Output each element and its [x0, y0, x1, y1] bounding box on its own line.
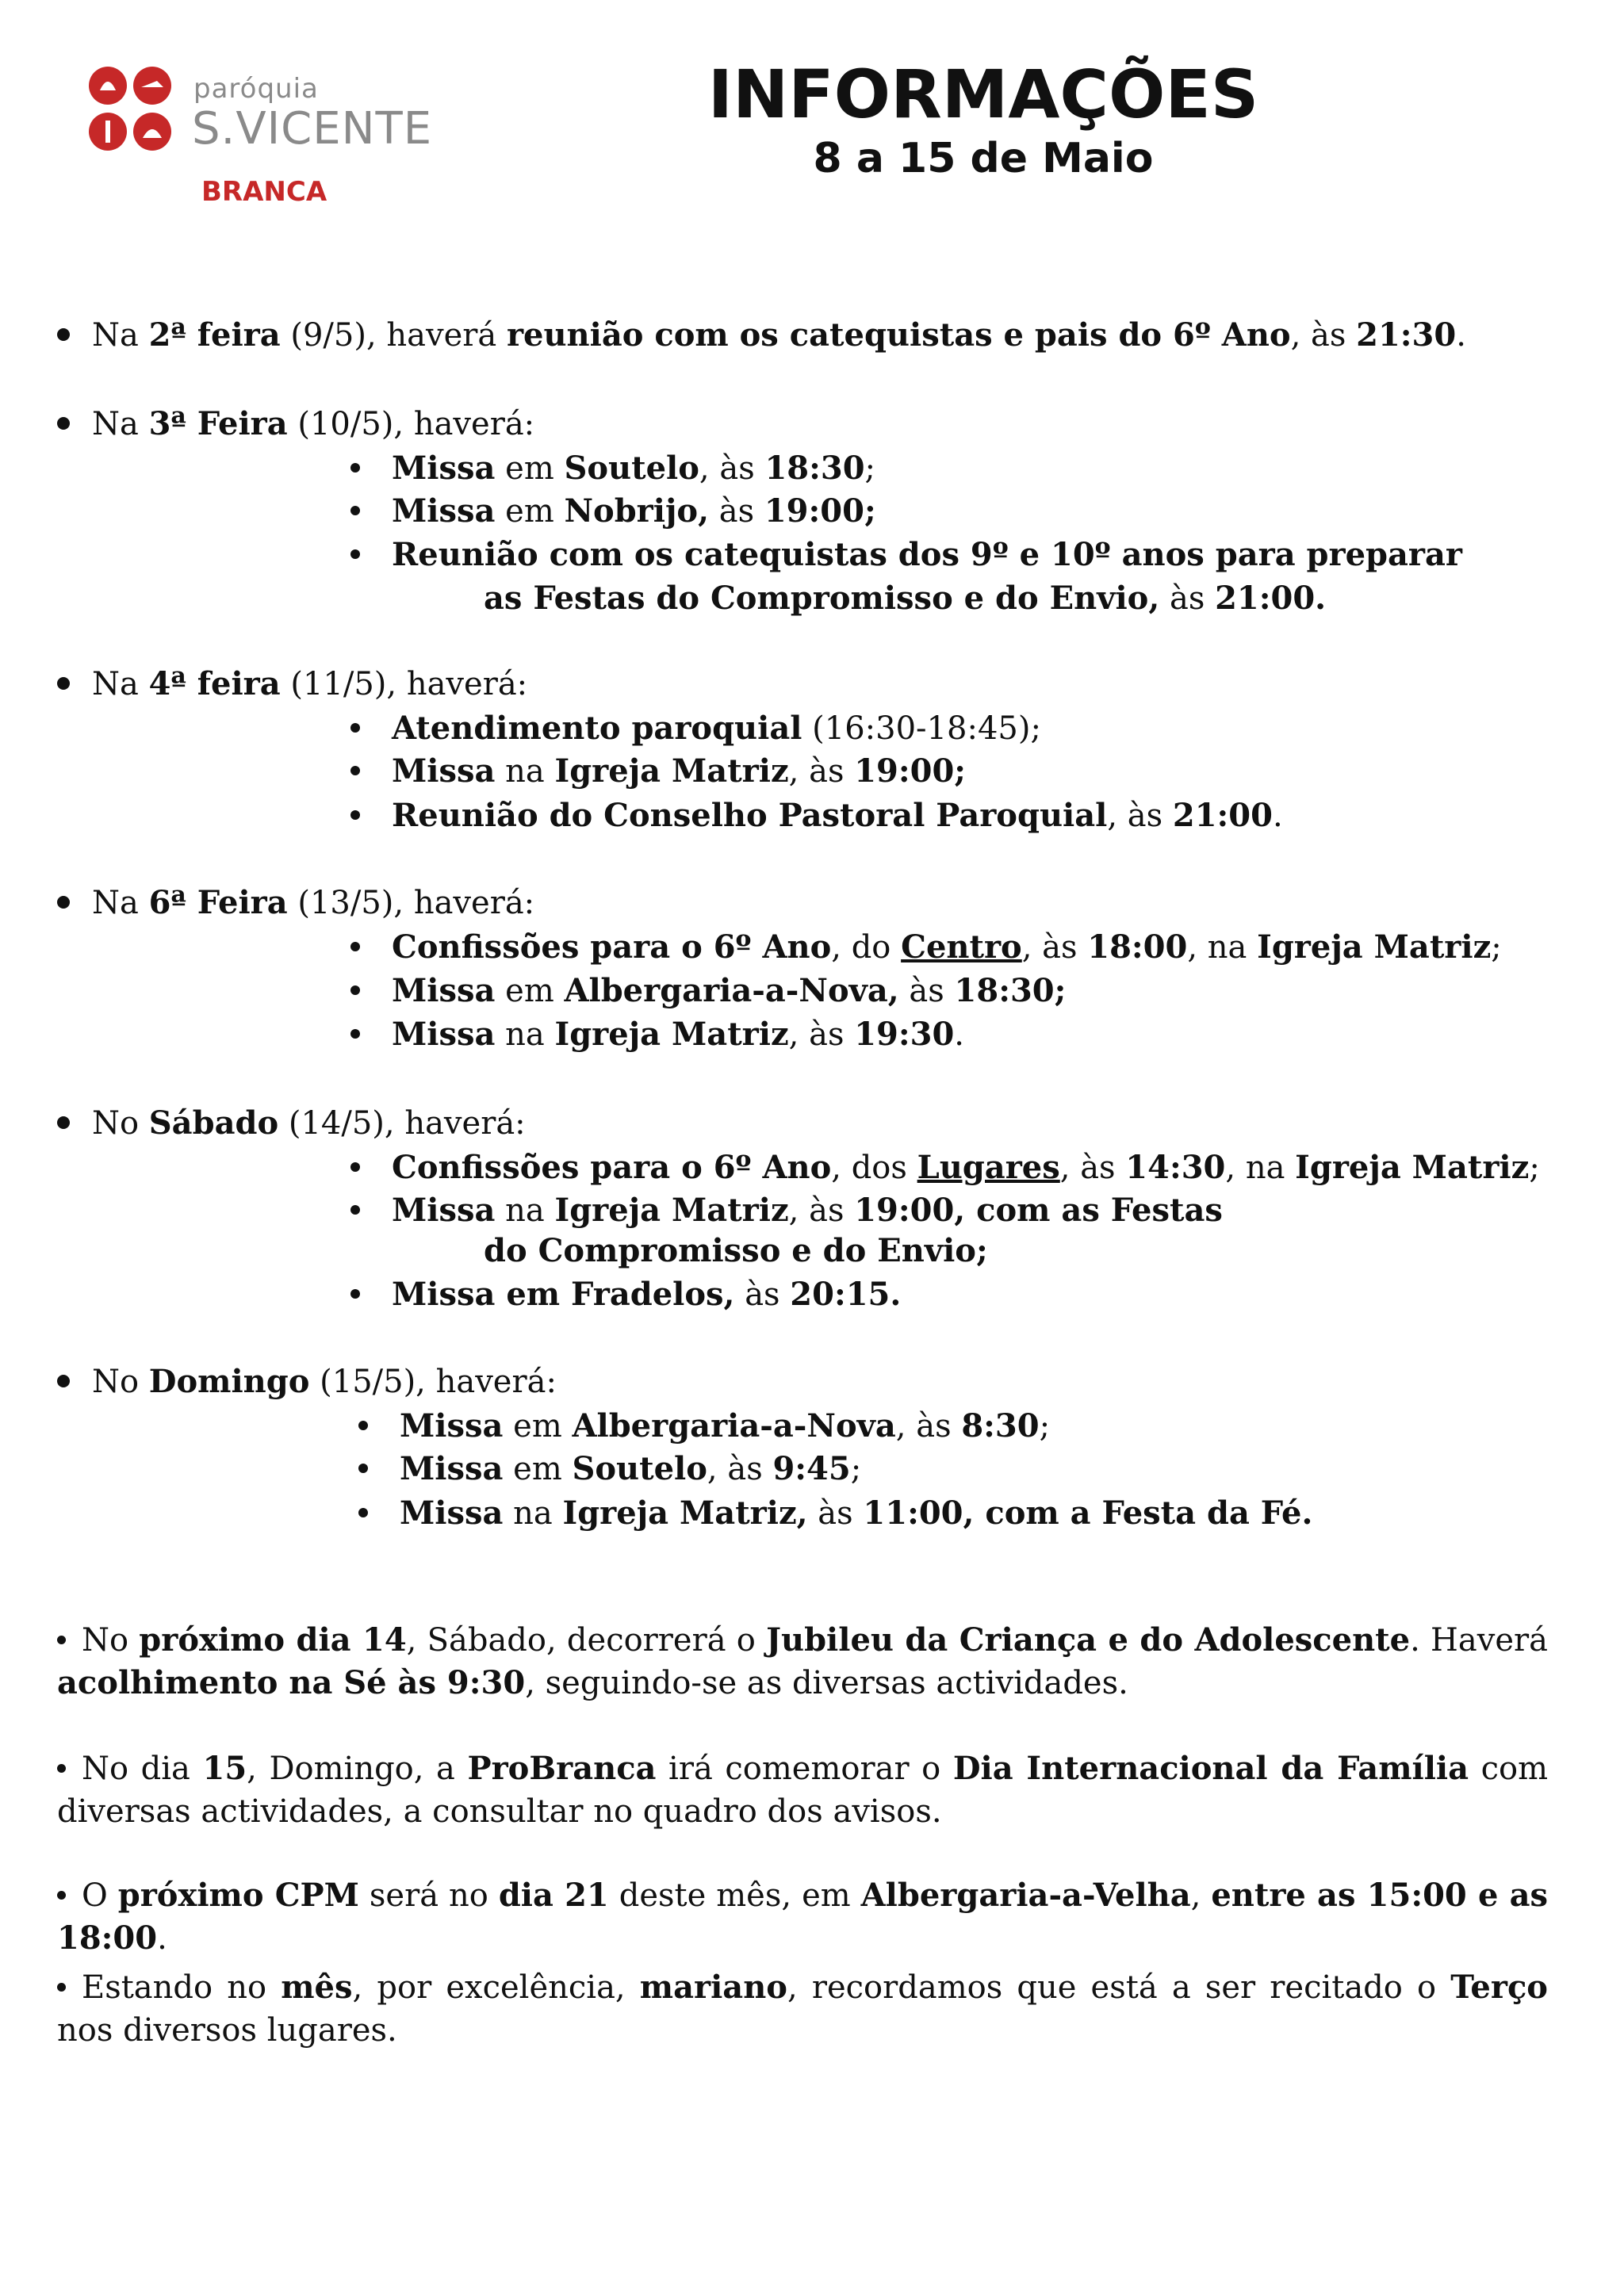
list-item: Missa na Igreja Matriz, às 11:00, com a Festa da Fé. [358, 1492, 1312, 1535]
list-item: Reunião com os catequistas dos 9º e 10º anos para preparar [350, 534, 1462, 576]
list-item: Confissões para o 6º Ano, dos Lugares, às 14:30, na Igreja Matriz; [350, 1146, 1540, 1189]
list-item: Reunião do Conselho Pastoral Paroquial, às 21:00. [350, 794, 1283, 837]
bullet-icon [57, 328, 70, 341]
list-item: Confissões para o 6º Ano, do Centro, às 18:00, na Igreja Matriz; [350, 926, 1502, 969]
note-paragraph-cpm: O próximo CPM será no dia 21 deste mês, em Albergaria-a-Velha, entre as 15:00 e as 18:00. [57, 1877, 1549, 1957]
bullet-icon [57, 896, 70, 909]
page-title: INFORMAÇÕES [707, 55, 1259, 133]
list-item: Missa na Igreja Matriz, às 19:30. [350, 1013, 964, 1056]
bullet-icon [358, 1421, 368, 1430]
list-item: Atendimento paroquial (16:30-18:45); [350, 707, 1041, 750]
bullet-icon [350, 1029, 360, 1039]
bullet-icon [350, 1289, 360, 1299]
bullet-icon [57, 1116, 70, 1129]
note-paragraph-rosary: Estando no mês, por excelência, mariano, recordamos que está a ser recitado o Terço nos diversos lugares. [57, 1969, 1548, 2049]
bullet-icon [57, 1891, 66, 1900]
list-item: Missa em Nobrijo, às 19:00; [350, 490, 876, 533]
bullet-icon [57, 677, 70, 690]
list-item: Missa na Igreja Matriz, às 19:00, com as Festas [350, 1189, 1223, 1232]
bullet-icon [350, 1162, 360, 1172]
list-item: Missa em Albergaria-a-Nova, às 18:30; [350, 970, 1066, 1012]
list-item-continuation: do Compromisso e do Envio; [484, 1232, 988, 1269]
bullet-icon [350, 985, 360, 995]
list-item: Missa na Igreja Matriz, às 19:00; [350, 750, 966, 793]
bullet-icon [350, 723, 360, 733]
item-wednesday: Na 4ª feira (11/5), haverá: [57, 663, 527, 706]
bullet-icon [358, 1508, 368, 1517]
logo-text-sub: BRANCA [201, 176, 327, 208]
list-item-continuation: as Festas do Compromisso e do Envio, às 21:00. [484, 580, 1327, 617]
bullet-icon [57, 1375, 70, 1387]
list-item: Missa em Fradelos, às 20:15. [350, 1273, 901, 1316]
logo-text-main: S.VICENTE [192, 103, 433, 155]
bullet-icon [350, 549, 360, 559]
bullet-icon [350, 506, 360, 515]
item-monday: Na 2ª feira (9/5), haverá reunião com os catequistas e pais do 6º Ano, às 21:30. [57, 314, 1466, 357]
item-tuesday: Na 3ª Feira (10/5), haverá: [57, 403, 534, 446]
note-paragraph-family-day: No dia 15, Domingo, a ProBranca irá comemorar o Dia Internacional da Família com diversas actividades, a consultar no quadro dos avisos. [57, 1750, 1549, 1830]
parish-logo-icon [86, 63, 181, 159]
logo-text-small: paróquia [193, 73, 319, 105]
note-paragraph-jubilee: No próximo dia 14, Sábado, decorrerá o Jubileu da Criança e do Adolescente. Haverá acolhimento na Sé às 9:30, seguindo-se as diversas actividades. [57, 1621, 1549, 1701]
bullet-icon [350, 463, 360, 473]
list-item: Missa em Soutelo, às 18:30; [350, 447, 875, 490]
list-item: Missa em Albergaria-a-Nova, às 8:30; [358, 1405, 1050, 1448]
bullet-icon [350, 942, 360, 951]
bullet-icon [57, 1636, 66, 1644]
bullet-icon [350, 1205, 360, 1215]
bullet-icon [57, 417, 70, 430]
page-subtitle: 8 a 15 de Maio [813, 135, 1154, 182]
bullet-icon [350, 810, 360, 820]
parish-logo [86, 63, 435, 214]
item-saturday: No Sábado (14/5), haverá: [57, 1102, 526, 1145]
item-friday: Na 6ª Feira (13/5), haverá: [57, 882, 534, 924]
bullet-icon [57, 1983, 66, 1992]
bullet-icon [57, 1764, 66, 1773]
bullet-icon [350, 766, 360, 775]
item-sunday: No Domingo (15/5), haverá: [57, 1360, 557, 1403]
bullet-icon [358, 1464, 368, 1473]
list-item: Missa em Soutelo, às 9:45; [358, 1448, 861, 1490]
